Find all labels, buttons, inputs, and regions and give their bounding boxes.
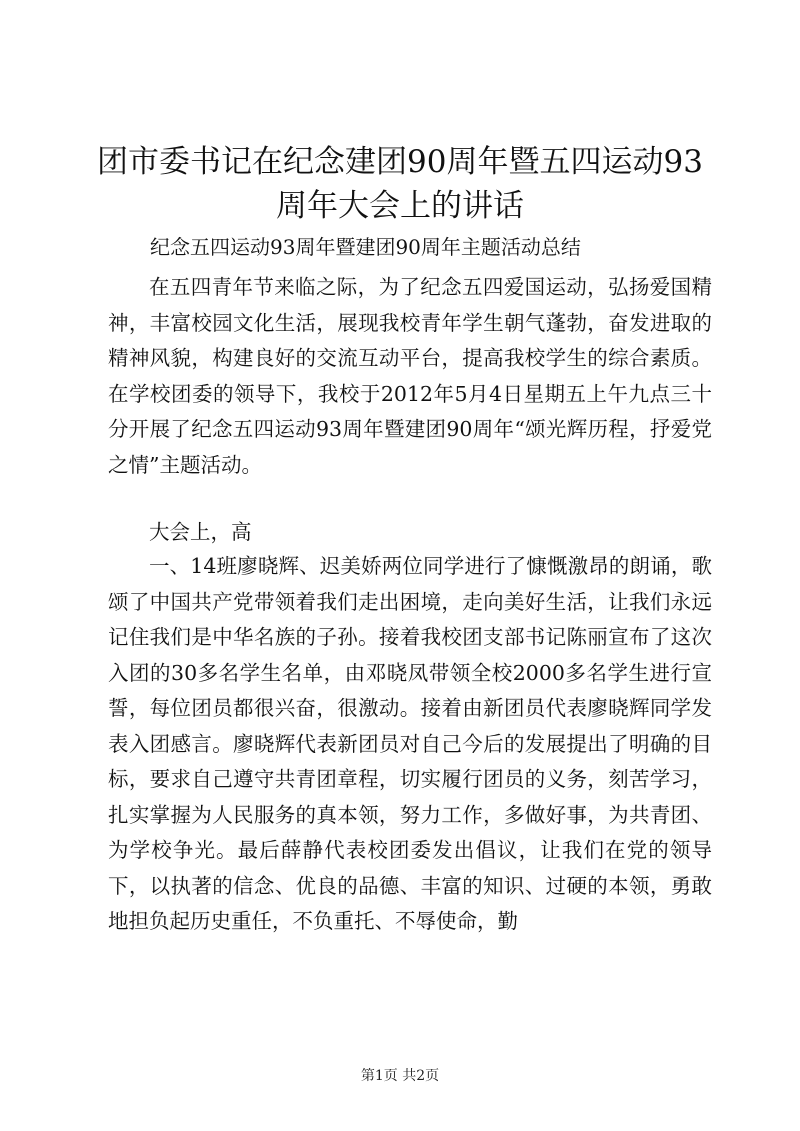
title-line-1: 团市委书记在纪念建团90周年暨五四运动93 — [97, 144, 703, 180]
document-subtitle: 纪念五四运动93周年暨建团90周年主题活动总结 — [150, 235, 581, 259]
document-title — [90, 140, 710, 228]
paragraph-2: 大会上，高 — [149, 520, 252, 544]
title-line-2: 周年大会上的讲话 — [276, 188, 524, 224]
page-footer: 第1页 共2页 — [360, 1068, 440, 1084]
paragraph-1-block — [108, 270, 712, 483]
paragraph-3: 一、14班廖晓辉、迟美娇两位同学进行了慷慨激昂的朗诵，歌颂了中国共产党带领着我们走出困境，走向美好生活，让我们永远记住我们是中华名族的子孙。接着我校团支部书记陈丽宣布了这次入团的30多名学生名单，由邓晓凤带领全校2000多名学生进行宣誓，每位团员都很兴奋，很激动。接着由新团员代表廖晓辉同学发表入团感言。廖晓辉代表新团员对自己今后的发展提出了明确的目标，要求自己遵守共青团章程，切实履行团员的义务，刻苦学习，扎实掌握为人民服务的真本领，努力工作，多做好事，为共青团、为学校争光。最后薛静代表校团委发出倡议，让我们在党的领导下，以执著的信念、优良的品德、丰富的知识、过硬的本领，勇敢地担负起历史重任，不负重托、不辱使命，勤 — [108, 554, 712, 933]
paragraph-2-block — [108, 515, 712, 551]
paragraph-3-block — [108, 549, 712, 940]
paragraph-1: 在五四青年节来临之际，为了纪念五四爱国运动，弘扬爱国精神，丰富校园文化生活，展现我校青年学生朝气蓬勃，奋发进取的精神风貌，构建良好的交流互动平台，提高我校学生的综合素质。在学校团委的领导下，我校于2012年5月4日星期五上午九点三十分开展了纪念五四运动93周年暨建团90周年“颂光辉历程，抒爱党之情”主题活动。 — [108, 275, 712, 477]
